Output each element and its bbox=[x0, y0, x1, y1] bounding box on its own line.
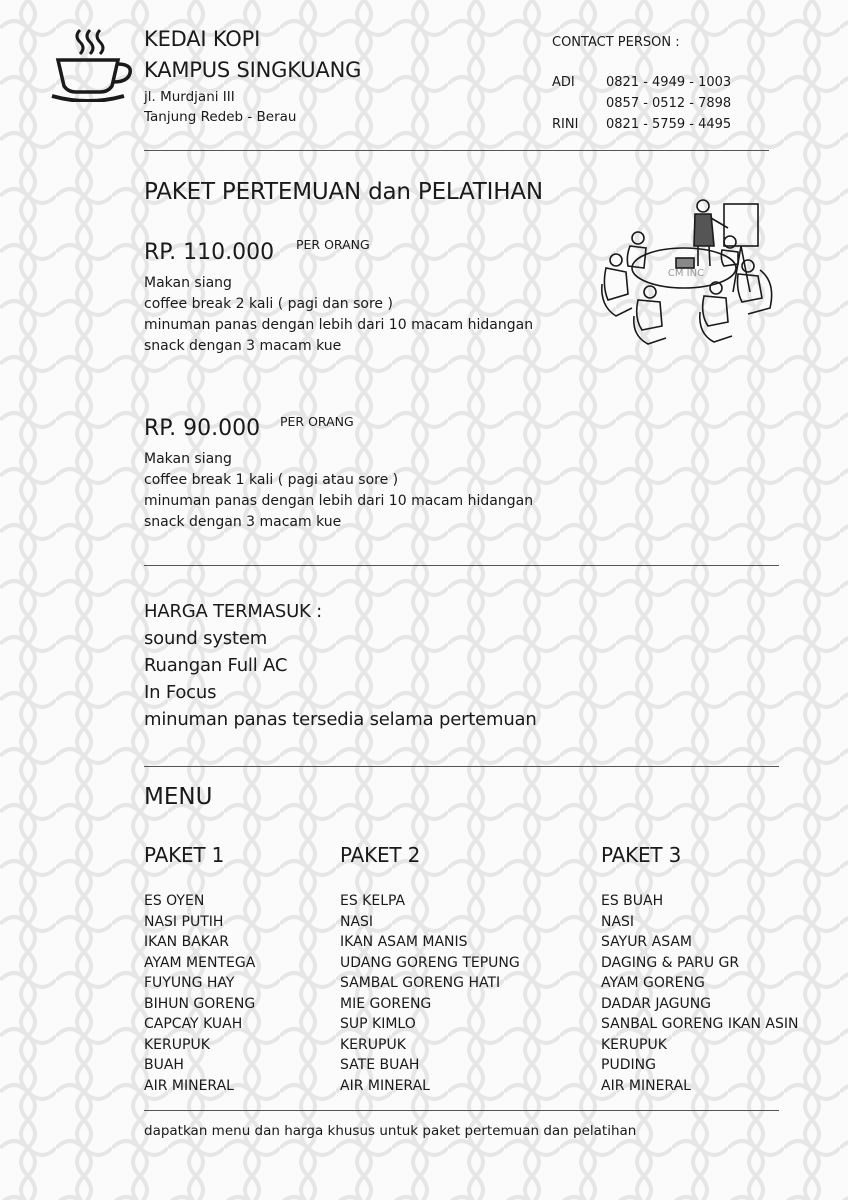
menu-item: BIHUN GORENG bbox=[144, 995, 256, 1012]
menu-item: DAGING & PARU GR bbox=[601, 954, 740, 971]
menu-item: AIR MINERAL bbox=[601, 1077, 691, 1094]
illustration-watermark: CM INC bbox=[667, 268, 705, 279]
business-name-line2: KAMPUS SINGKUANG bbox=[144, 58, 362, 82]
includes-item: In Focus bbox=[144, 682, 217, 703]
package-section-title: PAKET PERTEMUAN dan PELATIHAN bbox=[144, 179, 543, 205]
divider-footer bbox=[144, 1110, 779, 1111]
contact-phone-2: 0857 - 0512 - 7898 bbox=[606, 96, 732, 111]
paket-3-title: PAKET 3 bbox=[601, 843, 682, 867]
divider-packages bbox=[144, 565, 779, 566]
menu-item: ES KELPA bbox=[340, 893, 406, 909]
menu-item: AYAM GORENG bbox=[601, 975, 705, 991]
includes-title: HARGA TERMASUK : bbox=[144, 601, 323, 622]
address-line1: jl. Murdjani III bbox=[144, 89, 235, 105]
package-1-item: coffee break 2 kali ( pagi dan sore ) bbox=[144, 296, 393, 312]
menu-item: ES BUAH bbox=[601, 893, 664, 909]
meeting-illustration-icon bbox=[598, 196, 780, 354]
menu-item: KERUPUK bbox=[144, 1036, 210, 1053]
package-1-item: snack dengan 3 macam kue bbox=[144, 338, 342, 354]
package-1-price: RP. 110.000 bbox=[144, 240, 275, 265]
menu-item: NASI bbox=[340, 913, 374, 930]
menu-item: PUDING bbox=[601, 1057, 656, 1073]
contact-phone-1: 0821 - 4949 - 1003 bbox=[606, 75, 732, 90]
contact-title: CONTACT PERSON : bbox=[552, 35, 680, 50]
menu-item: IKAN ASAM MANIS bbox=[340, 934, 468, 950]
menu-item: SUP KIMLO bbox=[340, 1016, 416, 1032]
contact-name-adi: ADI bbox=[552, 75, 575, 90]
package-2-item: minuman panas dengan lebih dari 10 macam hidangan bbox=[144, 493, 534, 509]
package-2-price: RP. 90.000 bbox=[144, 416, 261, 441]
package-2-item: Makan siang bbox=[144, 451, 232, 467]
package-1-unit: PER ORANG bbox=[296, 237, 370, 252]
divider-header bbox=[144, 150, 769, 151]
menu-item: BUAH bbox=[144, 1057, 184, 1073]
menu-item: KERUPUK bbox=[340, 1036, 406, 1053]
menu-item: NASI bbox=[601, 913, 635, 930]
package-2-item: snack dengan 3 macam kue bbox=[144, 514, 342, 530]
divider-includes bbox=[144, 766, 779, 767]
menu-item: MIE GORENG bbox=[340, 995, 432, 1012]
business-name-line1: KEDAI KOPI bbox=[144, 27, 261, 51]
menu-item: UDANG GORENG TEPUNG bbox=[340, 954, 520, 971]
menu-item: CAPCAY KUAH bbox=[144, 1016, 243, 1032]
coffee-cup-icon bbox=[50, 26, 134, 102]
package-1-items bbox=[144, 273, 533, 357]
menu-title: MENU bbox=[144, 784, 213, 810]
package-1-item: Makan siang bbox=[144, 275, 232, 291]
menu-item: AIR MINERAL bbox=[340, 1077, 430, 1094]
includes-item: Ruangan Full AC bbox=[144, 655, 288, 676]
menu-item: FUYUNG HAY bbox=[144, 975, 235, 991]
package-2-unit: PER ORANG bbox=[280, 414, 354, 429]
menu-item: AIR MINERAL bbox=[144, 1077, 234, 1094]
contact-name-rini: RINI bbox=[552, 117, 579, 132]
menu-item: DADAR JAGUNG bbox=[601, 995, 712, 1012]
menu-item: AYAM MENTEGA bbox=[144, 954, 256, 971]
paket-2-title: PAKET 2 bbox=[340, 843, 421, 867]
paket-1-list bbox=[144, 891, 255, 1096]
contact-phone-3: 0821 - 5759 - 4495 bbox=[606, 117, 732, 132]
package-2-items bbox=[144, 449, 533, 533]
menu-item: SATE BUAH bbox=[340, 1057, 420, 1073]
includes-list bbox=[144, 625, 537, 733]
menu-item: SAMBAL GORENG HATI bbox=[340, 975, 501, 991]
menu-item: SANBAL GORENG IKAN ASIN bbox=[601, 1016, 799, 1032]
menu-item: KERUPUK bbox=[601, 1036, 667, 1053]
paket-1-title: PAKET 1 bbox=[144, 843, 225, 867]
paket-3-list bbox=[601, 891, 798, 1096]
paket-2-list bbox=[340, 891, 520, 1096]
includes-item: minuman panas tersedia selama pertemuan bbox=[144, 709, 537, 730]
menu-item: NASI PUTIH bbox=[144, 913, 224, 930]
package-2-item: coffee break 1 kali ( pagi atau sore ) bbox=[144, 472, 399, 488]
menu-item: ES OYEN bbox=[144, 893, 205, 909]
footer-note: dapatkan menu dan harga khusus untuk paket pertemuan dan pelatihan bbox=[144, 1123, 637, 1139]
includes-item: sound system bbox=[144, 628, 268, 649]
package-1-item: minuman panas dengan lebih dari 10 macam hidangan bbox=[144, 317, 534, 333]
menu-item: IKAN BAKAR bbox=[144, 934, 229, 950]
address-line2: Tanjung Redeb - Berau bbox=[144, 109, 297, 125]
menu-item: SAYUR ASAM bbox=[601, 934, 692, 950]
